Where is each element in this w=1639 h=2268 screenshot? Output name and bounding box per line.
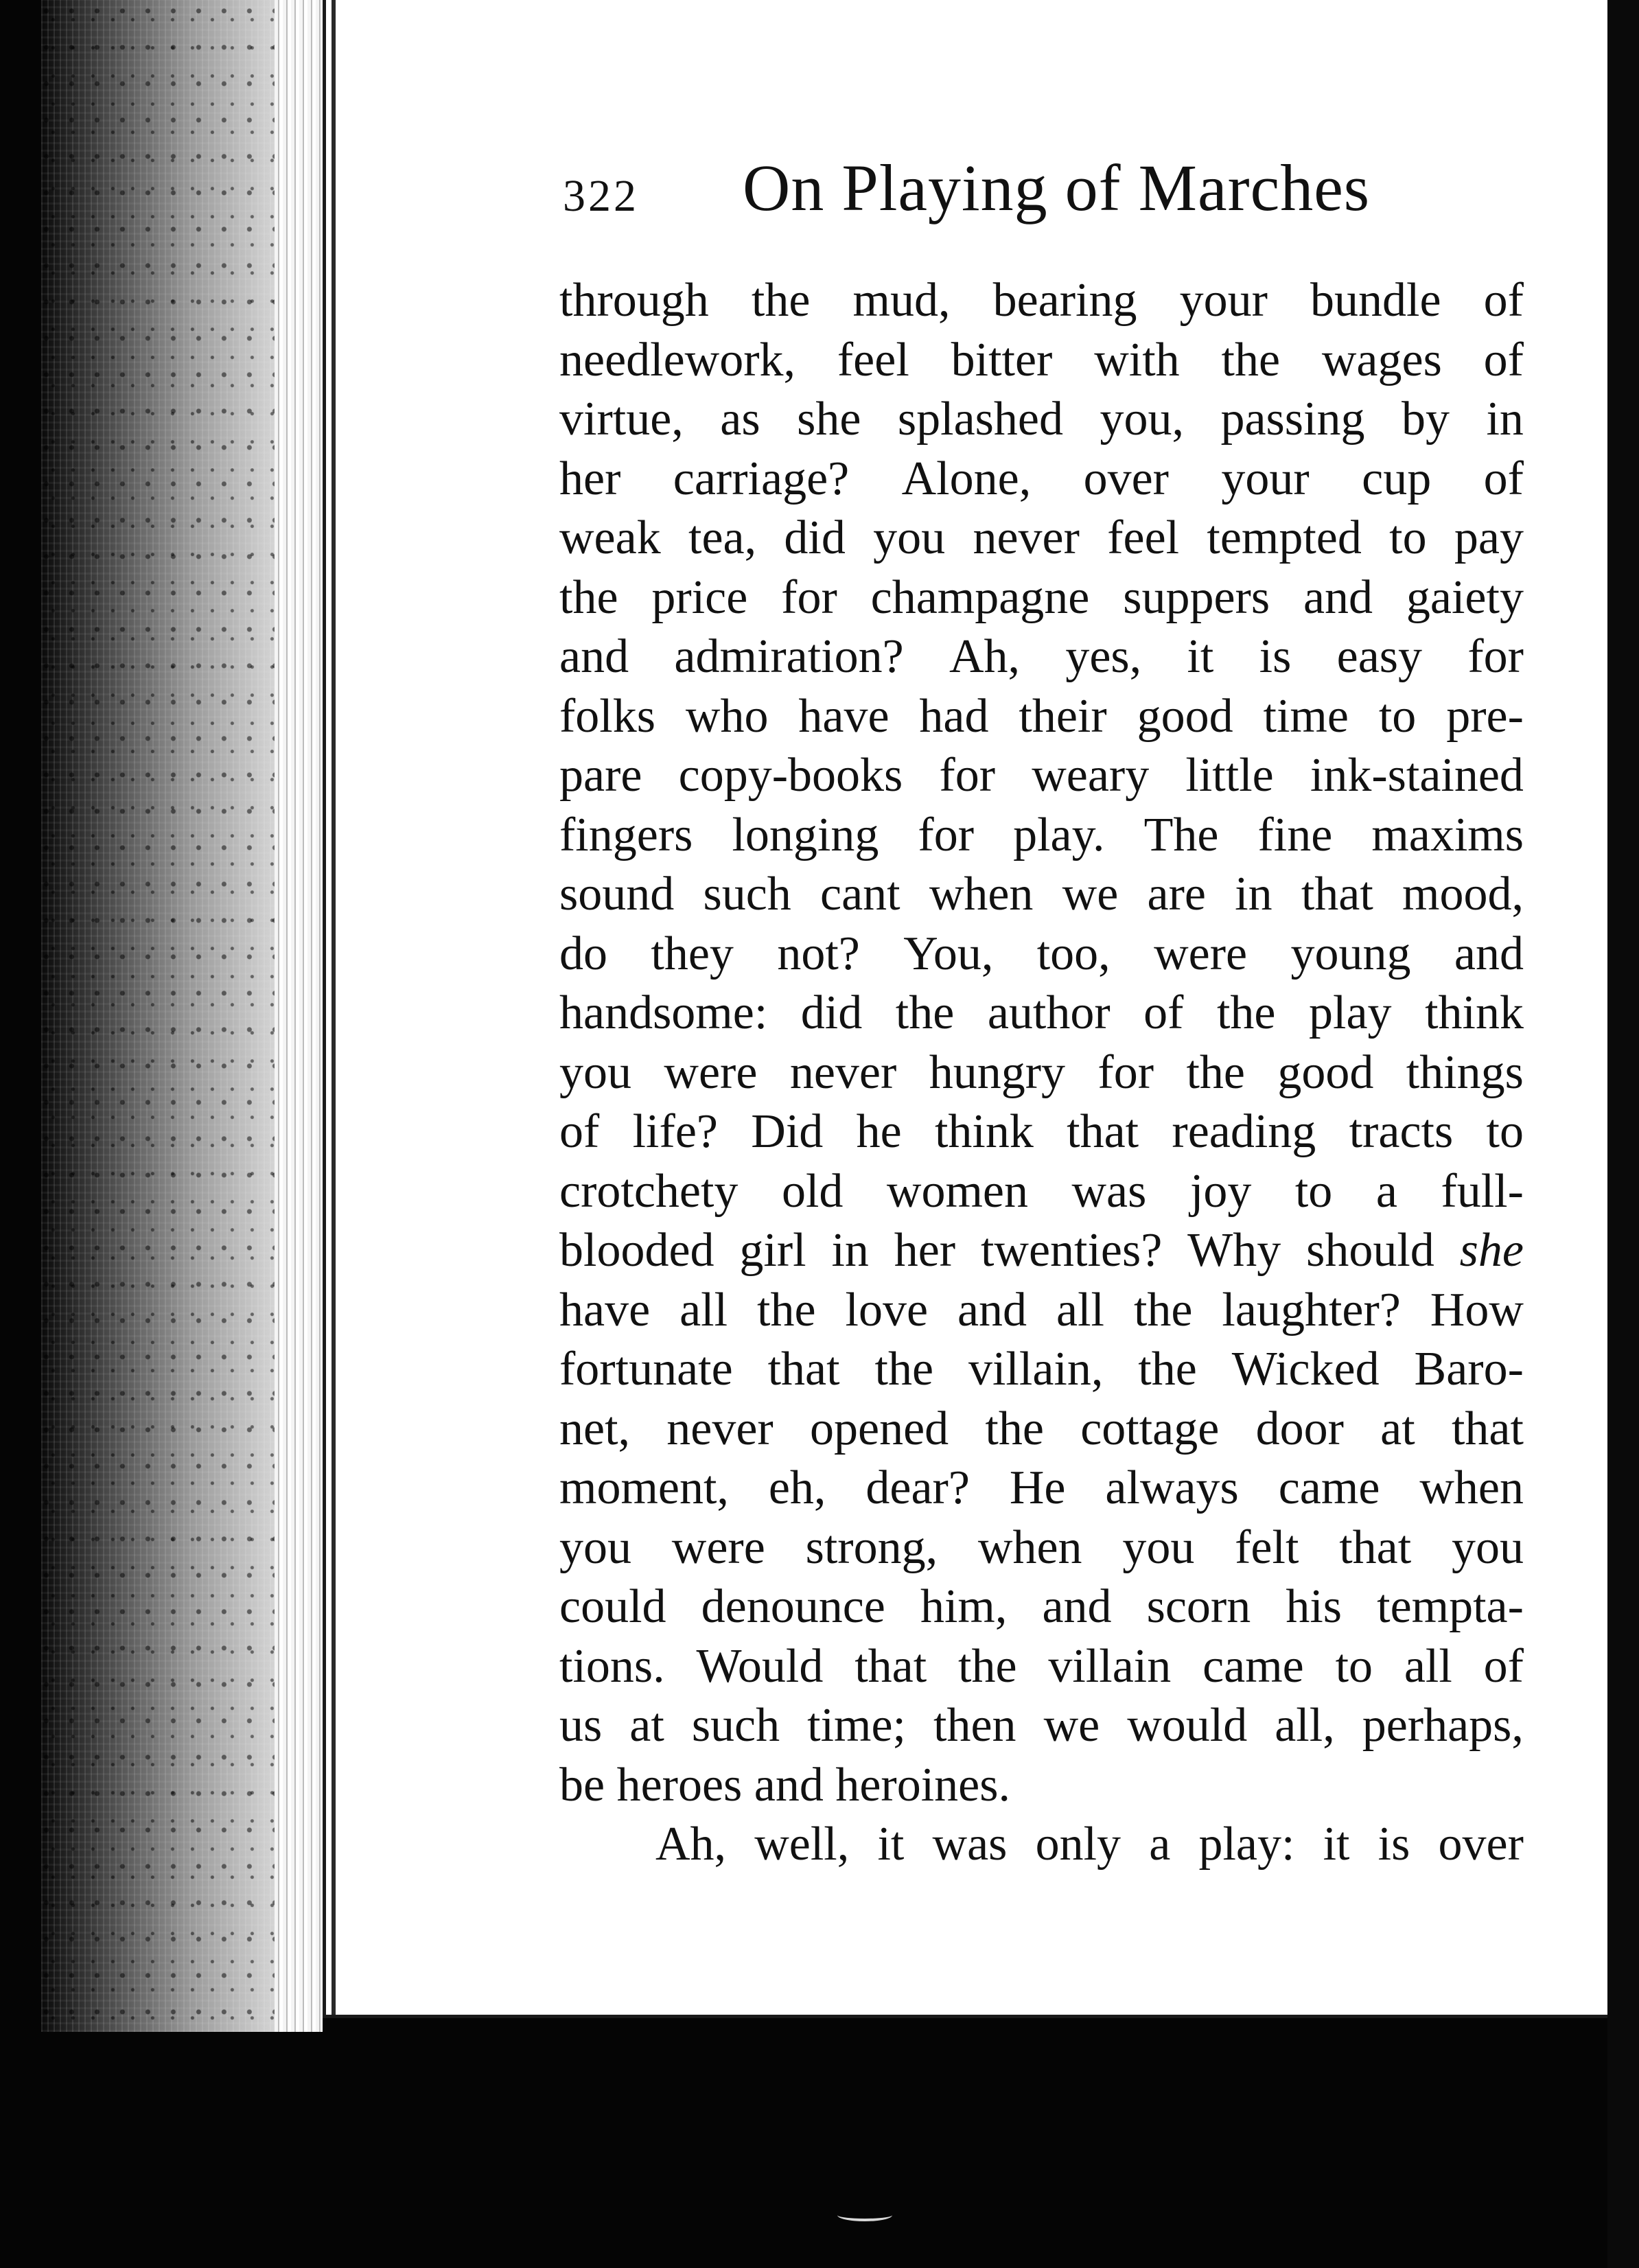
word: such <box>691 1699 780 1752</box>
text-line <box>559 1637 1524 1697</box>
word: and <box>559 630 629 683</box>
word: have <box>798 689 890 743</box>
text-line <box>559 450 1524 509</box>
text-line-with-italic <box>559 1221 1524 1281</box>
word: dear? <box>865 1461 970 1514</box>
text-line <box>559 984 1524 1043</box>
paragraph-last-line: be heroes and heroines. <box>559 1758 1010 1812</box>
word: do <box>559 927 607 980</box>
page-stack-edge <box>275 0 323 2032</box>
word: bitter <box>951 333 1053 386</box>
word: hungry <box>929 1045 1065 1099</box>
word: passing <box>1220 393 1365 445</box>
word: all <box>1404 1639 1452 1693</box>
text-line <box>559 865 1524 925</box>
word: of <box>1483 274 1524 327</box>
text-line <box>559 746 1524 806</box>
word: were <box>671 1520 765 1574</box>
word: in <box>1486 393 1524 445</box>
word: the <box>874 1343 934 1396</box>
word: their <box>1019 689 1107 743</box>
text-line <box>559 1340 1524 1400</box>
word: play. <box>1013 808 1105 861</box>
word: were <box>664 1045 758 1099</box>
word: weary <box>1032 749 1150 802</box>
word: villain, <box>968 1343 1104 1396</box>
word: never <box>973 511 1080 564</box>
text-line <box>559 1281 1524 1341</box>
word: He <box>1009 1461 1066 1514</box>
word: are <box>1147 868 1206 921</box>
word: did <box>784 511 846 564</box>
word: door <box>1255 1402 1344 1455</box>
word: women <box>886 1164 1028 1218</box>
word: the <box>751 274 811 327</box>
word: would <box>1127 1699 1248 1752</box>
word: for <box>918 808 975 861</box>
word: his <box>1286 1580 1342 1633</box>
word: when <box>1419 1461 1524 1514</box>
word: pre- <box>1446 689 1524 743</box>
word: bundle <box>1310 274 1441 327</box>
text-line <box>559 271 1524 331</box>
word: fortunate <box>559 1343 733 1396</box>
scan-dark-border <box>1607 0 1639 2268</box>
text-line <box>559 1577 1524 1637</box>
word: tea, <box>688 511 757 564</box>
word: at <box>1380 1402 1415 1455</box>
word: moment, <box>559 1461 729 1514</box>
word: of <box>1483 452 1524 505</box>
word: we <box>1043 1699 1100 1752</box>
text-line <box>559 687 1524 747</box>
word: Baro- <box>1414 1343 1524 1396</box>
word: and <box>1042 1580 1112 1633</box>
word: through <box>559 274 709 327</box>
word: the <box>1221 333 1281 386</box>
page-number: 322 <box>563 171 639 221</box>
word: for <box>1097 1045 1154 1099</box>
word: then <box>933 1699 1016 1752</box>
word: never <box>789 1045 897 1099</box>
word: too, <box>1036 927 1111 980</box>
word: came <box>1202 1639 1304 1693</box>
word: you <box>1122 1520 1195 1574</box>
word: in <box>831 1224 869 1277</box>
word: and <box>1303 570 1373 624</box>
word: think <box>1425 986 1524 1039</box>
word: fine <box>1257 808 1333 861</box>
word: pare <box>559 749 642 802</box>
word: the <box>895 986 955 1039</box>
page-header <box>563 143 1455 232</box>
word: your <box>1179 274 1268 327</box>
text-line <box>559 1162 1524 1222</box>
word: the <box>559 570 618 624</box>
word: fingers <box>559 808 693 861</box>
word: Would <box>696 1639 824 1693</box>
word: have <box>559 1283 651 1336</box>
word: by <box>1401 393 1450 445</box>
word: had <box>919 689 989 743</box>
word: yes, <box>1065 630 1142 683</box>
word: tempted <box>1207 511 1362 564</box>
text-line <box>559 1459 1524 1518</box>
word: of <box>559 1105 600 1158</box>
word: you <box>873 511 946 564</box>
word: for <box>781 570 837 624</box>
word: the <box>985 1402 1044 1455</box>
word: is <box>1378 1818 1410 1871</box>
word: in <box>1235 868 1272 921</box>
word: think <box>934 1105 1034 1158</box>
word: mud, <box>852 274 951 327</box>
word: Wicked <box>1231 1343 1380 1396</box>
word: price <box>651 570 748 624</box>
word: The <box>1143 808 1219 861</box>
word: for <box>1467 630 1524 683</box>
running-title: On Playing of Marches <box>743 151 1371 224</box>
word: that <box>1301 868 1373 921</box>
word: things <box>1406 1045 1524 1099</box>
word: good <box>1277 1045 1374 1099</box>
word: villain <box>1048 1639 1172 1693</box>
word: a <box>1149 1818 1171 1871</box>
word: and <box>957 1283 1027 1336</box>
word: of <box>1483 333 1524 386</box>
word: that <box>767 1343 840 1396</box>
text-line <box>559 1518 1524 1578</box>
text-line <box>559 331 1524 391</box>
word: champagne <box>870 570 1090 624</box>
word: virtue, <box>559 393 684 445</box>
word: How <box>1430 1283 1524 1336</box>
word: was <box>932 1818 1008 1871</box>
word: the <box>1138 1343 1197 1396</box>
word: did <box>800 986 863 1039</box>
word: with <box>1094 333 1180 386</box>
text-line <box>559 1400 1524 1459</box>
word: the <box>1186 1045 1245 1099</box>
word: your <box>1221 452 1310 505</box>
word: who <box>685 689 769 743</box>
word: it <box>1323 1818 1350 1871</box>
word: all <box>1056 1283 1104 1336</box>
word: is <box>1259 630 1292 683</box>
word: as <box>720 393 760 445</box>
word: splashed <box>897 393 1063 445</box>
word: young <box>1290 927 1411 980</box>
word: maxims <box>1371 808 1524 861</box>
word: were <box>1154 927 1248 980</box>
word: weak <box>559 511 661 564</box>
word: cup <box>1362 452 1432 505</box>
word: felt <box>1235 1520 1299 1574</box>
word: such <box>703 868 791 921</box>
word: net, <box>559 1402 631 1455</box>
word: easy <box>1336 630 1423 683</box>
text-line <box>559 1043 1524 1103</box>
word: all, <box>1275 1699 1335 1752</box>
word: to <box>1389 511 1427 564</box>
word: author <box>987 986 1111 1039</box>
word: a <box>1375 1164 1397 1218</box>
word: her <box>559 452 621 505</box>
word: Alone, <box>901 452 1032 505</box>
word: for <box>939 749 996 802</box>
word: cottage <box>1080 1402 1220 1455</box>
text-line <box>559 1102 1524 1162</box>
word: not? <box>777 927 860 980</box>
word: full- <box>1441 1164 1524 1218</box>
word: it <box>877 1818 905 1871</box>
text-line <box>559 509 1524 568</box>
word: folks <box>559 689 655 743</box>
word: joy <box>1189 1164 1252 1218</box>
word: perhaps, <box>1362 1699 1524 1752</box>
word: sound <box>559 868 675 921</box>
word: her <box>894 1224 956 1277</box>
word: time <box>1263 689 1349 743</box>
word: mood, <box>1402 868 1524 921</box>
word: good <box>1137 689 1233 743</box>
word: she <box>797 393 861 445</box>
text-line <box>559 806 1524 866</box>
text-line <box>559 568 1524 628</box>
word: the <box>1133 1283 1193 1336</box>
word: admiration? <box>674 630 904 683</box>
word: blooded <box>559 1224 714 1277</box>
word: you <box>1451 1520 1524 1574</box>
word: that <box>1339 1520 1412 1574</box>
word: tracts <box>1349 1105 1454 1158</box>
italic-word: she <box>1459 1224 1524 1277</box>
word: always <box>1105 1461 1239 1514</box>
word: crotchety <box>559 1164 739 1218</box>
word: at <box>629 1699 664 1752</box>
word: feel <box>1107 511 1180 564</box>
word: laughter? <box>1222 1283 1401 1336</box>
word: to <box>1486 1105 1524 1158</box>
word: copy-books <box>678 749 903 802</box>
word: came <box>1278 1461 1380 1514</box>
word: us <box>559 1699 603 1752</box>
word: that <box>1451 1402 1524 1455</box>
word: feel <box>837 333 909 386</box>
word: handsome: <box>559 986 768 1039</box>
word: Why <box>1187 1224 1281 1277</box>
word: only <box>1035 1818 1121 1871</box>
word: him, <box>920 1580 1008 1633</box>
word: he <box>856 1105 902 1158</box>
word: could <box>559 1580 666 1633</box>
word: over <box>1438 1818 1524 1871</box>
word: the <box>958 1639 1017 1693</box>
word: and <box>1454 927 1524 980</box>
word: carriage? <box>673 452 850 505</box>
word: gaiety <box>1406 570 1524 624</box>
word: time; <box>807 1699 907 1752</box>
word: suppers <box>1123 570 1270 624</box>
word: the <box>757 1283 816 1336</box>
paragraph-first-line <box>559 1815 1524 1875</box>
word: when <box>929 868 1034 921</box>
word: to <box>1335 1639 1373 1693</box>
text-line <box>559 1696 1524 1756</box>
word: to <box>1294 1164 1333 1218</box>
word: cant <box>820 868 900 921</box>
word: denounce <box>701 1580 885 1633</box>
word: tempta- <box>1377 1580 1524 1633</box>
word: you <box>559 1045 631 1099</box>
word: the <box>1216 986 1276 1039</box>
word: play <box>1309 986 1392 1039</box>
word: bearing <box>992 274 1137 327</box>
word: tions. <box>559 1639 665 1693</box>
word: that <box>1067 1105 1139 1158</box>
word: all <box>679 1283 728 1336</box>
scan-artifact-mark <box>837 2209 892 2221</box>
word: old <box>781 1164 844 1218</box>
word: Did <box>751 1105 824 1158</box>
text-line <box>559 627 1524 687</box>
word: Ah, <box>655 1818 727 1871</box>
word: should <box>1306 1224 1434 1277</box>
word: pay <box>1454 511 1524 564</box>
word: to <box>1378 689 1417 743</box>
word: Ah, <box>949 630 1021 683</box>
word: You, <box>903 927 994 980</box>
word: scorn <box>1146 1580 1251 1633</box>
word: strong, <box>805 1520 938 1574</box>
word: life? <box>632 1105 718 1158</box>
body-text <box>559 271 1524 1875</box>
word: of <box>1143 986 1184 1039</box>
word: well, <box>754 1818 850 1871</box>
word: love <box>845 1283 929 1336</box>
word: reading <box>1172 1105 1316 1158</box>
word: wages <box>1321 333 1442 386</box>
word: little <box>1185 749 1274 802</box>
word: twenties? <box>980 1224 1163 1277</box>
word: they <box>651 927 734 980</box>
word: that <box>855 1639 927 1693</box>
word: ink-stained <box>1310 749 1524 802</box>
word: play: <box>1198 1818 1295 1871</box>
word: longing <box>732 808 879 861</box>
word: when <box>977 1520 1082 1574</box>
word: girl <box>739 1224 806 1277</box>
word: eh, <box>768 1461 826 1514</box>
word: never <box>666 1402 774 1455</box>
word: needlework, <box>559 333 796 386</box>
word: was <box>1071 1164 1147 1218</box>
word: opened <box>810 1402 949 1455</box>
word: you <box>559 1520 631 1574</box>
word: of <box>1483 1639 1524 1693</box>
text-line <box>559 390 1524 450</box>
word: it <box>1187 630 1214 683</box>
word: we <box>1062 868 1119 921</box>
word: you, <box>1100 393 1184 445</box>
text-line <box>559 925 1524 984</box>
word: over <box>1083 452 1169 505</box>
